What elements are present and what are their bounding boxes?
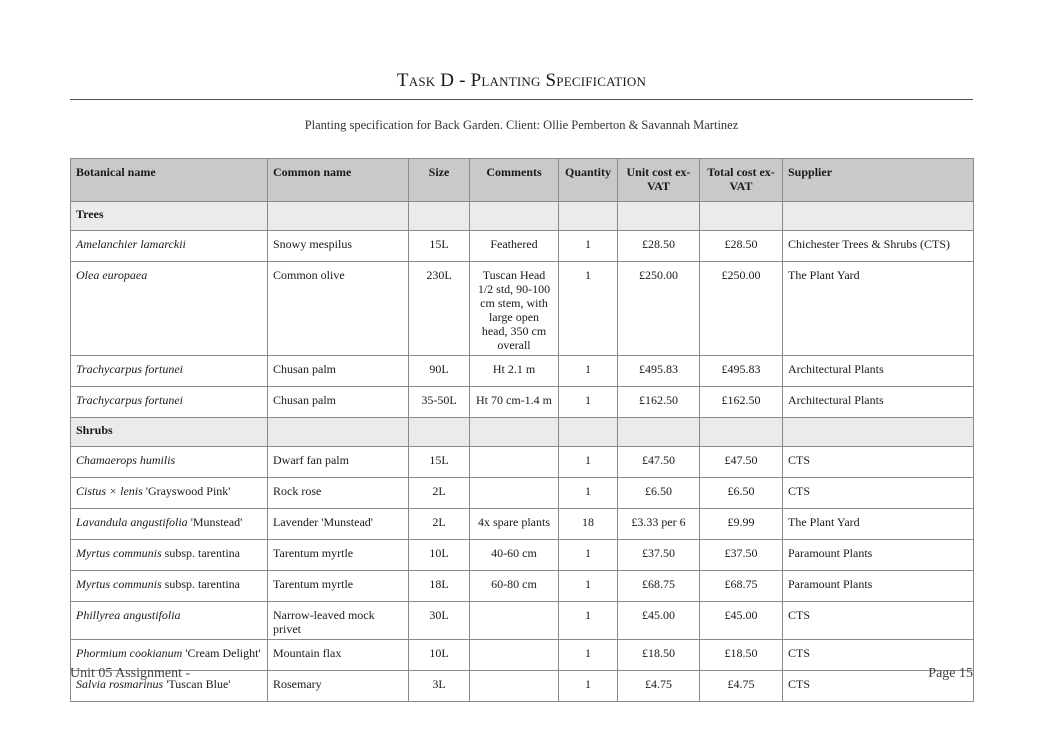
quantity-cell: 1 [559, 540, 618, 571]
size-cell: 30L [409, 602, 470, 640]
col-header-size: Size [409, 159, 470, 202]
total-cost-cell: £250.00 [700, 262, 783, 356]
section-row [71, 202, 974, 231]
common-name-cell: Common olive [268, 262, 409, 356]
total-cost-cell: £28.50 [700, 231, 783, 262]
botanical-name: Myrtus communis [76, 577, 162, 591]
botanical-name-cell [71, 231, 268, 262]
common-name-cell: Rosemary [268, 671, 409, 702]
botanical-name-cell [71, 571, 268, 602]
comments-cell: Ht 70 cm-1.4 m [470, 387, 559, 418]
planting-spec-table [70, 158, 974, 702]
supplier-cell: Paramount Plants [783, 571, 974, 602]
quantity-cell: 1 [559, 640, 618, 671]
section-empty-cell [409, 202, 470, 231]
table-body [71, 202, 974, 702]
supplier-cell: Chichester Trees & Shrubs (CTS) [783, 231, 974, 262]
comments-cell: Tuscan Head 1/2 std, 90-100 cm stem, with large open head, 350 cm overall [470, 262, 559, 356]
common-name-cell: Tarentum myrtle [268, 540, 409, 571]
quantity-cell: 1 [559, 571, 618, 602]
section-empty-cell [268, 418, 409, 447]
common-name-cell: Chusan palm [268, 387, 409, 418]
size-cell: 90L [409, 356, 470, 387]
table-row [71, 671, 974, 702]
botanical-name: Olea europaea [76, 268, 148, 282]
size-cell: 10L [409, 540, 470, 571]
quantity-cell: 1 [559, 447, 618, 478]
table-row [71, 231, 974, 262]
common-name-cell: Narrow-leaved mock privet [268, 602, 409, 640]
col-header-comments: Comments [470, 159, 559, 202]
comments-cell [470, 640, 559, 671]
botanical-name: Salvia rosmarinus [76, 677, 164, 691]
table-row [71, 540, 974, 571]
section-empty-cell [559, 418, 618, 447]
total-cost-cell: £47.50 [700, 447, 783, 478]
total-cost-cell: £37.50 [700, 540, 783, 571]
cultivar-name: subsp. tarentina [161, 577, 240, 591]
unit-cost-cell: £18.50 [618, 640, 700, 671]
table-row [71, 387, 974, 418]
size-cell: 10L [409, 640, 470, 671]
size-cell: 2L [409, 509, 470, 540]
total-cost-cell: £6.50 [700, 478, 783, 509]
unit-cost-cell: £45.00 [618, 602, 700, 640]
table-row [71, 478, 974, 509]
table-row [71, 602, 974, 640]
quantity-cell: 1 [559, 387, 618, 418]
section-row [71, 418, 974, 447]
section-empty-cell [618, 418, 700, 447]
common-name-cell: Tarentum myrtle [268, 571, 409, 602]
total-cost-cell: £162.50 [700, 387, 783, 418]
unit-cost-cell: £495.83 [618, 356, 700, 387]
section-empty-cell [268, 202, 409, 231]
supplier-cell: CTS [783, 447, 974, 478]
cultivar-name: 'Munstead' [187, 515, 243, 529]
section-empty-cell [559, 202, 618, 231]
cultivar-name: 'Tuscan Blue' [163, 677, 231, 691]
footer-page-number: Page 15 [928, 666, 973, 681]
size-cell: 35-50L [409, 387, 470, 418]
common-name-cell: Rock rose [268, 478, 409, 509]
section-empty-cell [700, 418, 783, 447]
common-name-cell: Snowy mespilus [268, 231, 409, 262]
comments-cell [470, 447, 559, 478]
botanical-name: Trachycarpus fortunei [76, 393, 183, 407]
col-header-common: Common name [268, 159, 409, 202]
quantity-cell: 1 [559, 478, 618, 509]
unit-cost-cell: £162.50 [618, 387, 700, 418]
total-cost-cell: £495.83 [700, 356, 783, 387]
quantity-cell: 18 [559, 509, 618, 540]
comments-cell: 4x spare plants [470, 509, 559, 540]
botanical-name-cell [71, 540, 268, 571]
common-name-cell: Lavender 'Munstead' [268, 509, 409, 540]
supplier-cell: CTS [783, 671, 974, 702]
quantity-cell: 1 [559, 262, 618, 356]
quantity-cell: 1 [559, 356, 618, 387]
section-empty-cell [783, 418, 974, 447]
size-cell: 15L [409, 447, 470, 478]
botanical-name-cell [71, 262, 268, 356]
supplier-cell: Paramount Plants [783, 540, 974, 571]
unit-cost-cell: £68.75 [618, 571, 700, 602]
unit-cost-cell: £37.50 [618, 540, 700, 571]
total-cost-cell: £68.75 [700, 571, 783, 602]
botanical-name: Myrtus communis [76, 546, 162, 560]
supplier-cell: Architectural Plants [783, 356, 974, 387]
size-cell: 2L [409, 478, 470, 509]
table-caption: Planting specification for Back Garden. Client: Ollie Pemberton & Savannah Martinez [304, 118, 739, 132]
size-cell: 18L [409, 571, 470, 602]
common-name-cell: Dwarf fan palm [268, 447, 409, 478]
botanical-name: Amelanchier lamarckii [76, 237, 186, 251]
cultivar-name: 'Grayswood Pink' [142, 484, 231, 498]
total-cost-cell: £45.00 [700, 602, 783, 640]
supplier-cell: CTS [783, 478, 974, 509]
col-header-botanical: Botanical name [71, 159, 268, 202]
footer-unit: Unit 05 Assignment - [70, 666, 191, 681]
botanical-name: Phormium cookianum [76, 646, 183, 660]
col-header-total-cost: Total cost ex-VAT [700, 159, 783, 202]
cultivar-name: 'Cream Delight' [182, 646, 261, 660]
comments-cell [470, 478, 559, 509]
botanical-name: Lavandula angustifolia [76, 515, 188, 529]
section-empty-cell [700, 202, 783, 231]
col-header-quantity: Quantity [559, 159, 618, 202]
common-name-cell: Chusan palm [268, 356, 409, 387]
col-header-unit-cost: Unit cost ex-VAT [618, 159, 700, 202]
section-empty-cell [618, 202, 700, 231]
unit-cost-cell: £3.33 per 6 [618, 509, 700, 540]
supplier-cell: CTS [783, 602, 974, 640]
supplier-cell: The Plant Yard [783, 509, 974, 540]
comments-cell [470, 602, 559, 640]
table-row [71, 640, 974, 671]
section-empty-cell [470, 202, 559, 231]
common-name-cell: Mountain flax [268, 640, 409, 671]
table-row [71, 447, 974, 478]
botanical-name: Chamaerops humilis [76, 453, 176, 467]
quantity-cell: 1 [559, 602, 618, 640]
botanical-name-cell [71, 356, 268, 387]
table-row [71, 571, 974, 602]
section-empty-cell [470, 418, 559, 447]
quantity-cell: 1 [559, 231, 618, 262]
unit-cost-cell: £4.75 [618, 671, 700, 702]
botanical-name-cell [71, 509, 268, 540]
comments-cell: Ht 2.1 m [470, 356, 559, 387]
botanical-name: Phillyrea angustifolia [76, 608, 181, 622]
unit-cost-cell: £47.50 [618, 447, 700, 478]
col-header-supplier: Supplier [783, 159, 974, 202]
section-label: Trees [71, 202, 268, 231]
table-row [71, 356, 974, 387]
total-cost-cell: £4.75 [700, 671, 783, 702]
section-empty-cell [783, 202, 974, 231]
unit-cost-cell: £250.00 [618, 262, 700, 356]
supplier-cell: CTS [783, 640, 974, 671]
size-cell: 15L [409, 231, 470, 262]
botanical-name-cell [71, 478, 268, 509]
unit-cost-cell: £28.50 [618, 231, 700, 262]
comments-cell [470, 671, 559, 702]
supplier-cell: The Plant Yard [783, 262, 974, 356]
total-cost-cell: £9.99 [700, 509, 783, 540]
size-cell: 3L [409, 671, 470, 702]
supplier-cell: Architectural Plants [783, 387, 974, 418]
table-row [71, 262, 974, 356]
unit-cost-cell: £6.50 [618, 478, 700, 509]
comments-cell: 40-60 cm [470, 540, 559, 571]
botanical-name-cell [71, 387, 268, 418]
title-divider [70, 99, 973, 100]
page-title: Task D - Planting Specification [396, 70, 647, 91]
size-cell: 230L [409, 262, 470, 356]
botanical-name: Cistus × lenis [76, 484, 143, 498]
comments-cell: Feathered [470, 231, 559, 262]
section-empty-cell [409, 418, 470, 447]
total-cost-cell: £18.50 [700, 640, 783, 671]
table-header-row [71, 159, 974, 202]
table-row [71, 509, 974, 540]
comments-cell: 60-80 cm [470, 571, 559, 602]
botanical-name: Trachycarpus fortunei [76, 362, 183, 376]
section-label: Shrubs [71, 418, 268, 447]
cultivar-name: subsp. tarentina [161, 546, 240, 560]
botanical-name-cell [71, 602, 268, 640]
quantity-cell: 1 [559, 671, 618, 702]
botanical-name-cell [71, 447, 268, 478]
